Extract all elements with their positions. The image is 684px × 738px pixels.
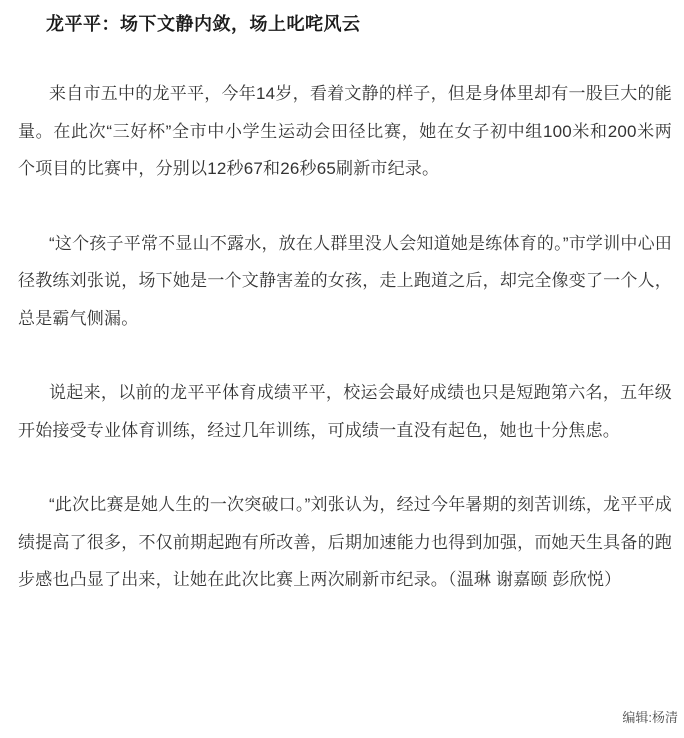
editor-credit: 编辑:杨清 bbox=[622, 710, 678, 725]
article-title: 龙平平：场下文静内敛，场上叱咤风云 bbox=[46, 14, 361, 34]
article-paragraph-1: 来自市五中的龙平平，今年14岁，看着文静的样子，但是身体里却有一股巨大的能量。在此次“三好杯”全市中小学生运动会田径比赛，她在女子初中组100米和200米两个项目的比赛中，分别以12秒67和26秒65刷新市纪录。 bbox=[18, 84, 672, 178]
article-paragraph-4: “此次比赛是她人生的一次突破口。”刘张认为，经过今年暑期的刻苦训练，龙平平成绩提高了很多，不仅前期起跑有所改善，后期加速能力也得到加强，而她天生具备的跑步感也凸显了出来，让她在此次比赛上两次刷新市纪录。（温琳 谢嘉颐 彭欣悦） bbox=[18, 495, 672, 589]
article-paragraph-3: 说起来，以前的龙平平体育成绩平平，校运会最好成绩也只是短跑第六名，五年级开始接受专业体育训练，经过几年训练，可成绩一直没有起色，她也十分焦虑。 bbox=[18, 383, 672, 440]
article-paragraph-2: “这个孩子平常不显山不露水，放在人群里没人会知道她是练体育的。”市学训中心田径教练刘张说，场下她是一个文静害羞的女孩，走上跑道之后，却完全像变了一个人，总是霸气侧漏。 bbox=[18, 233, 672, 328]
